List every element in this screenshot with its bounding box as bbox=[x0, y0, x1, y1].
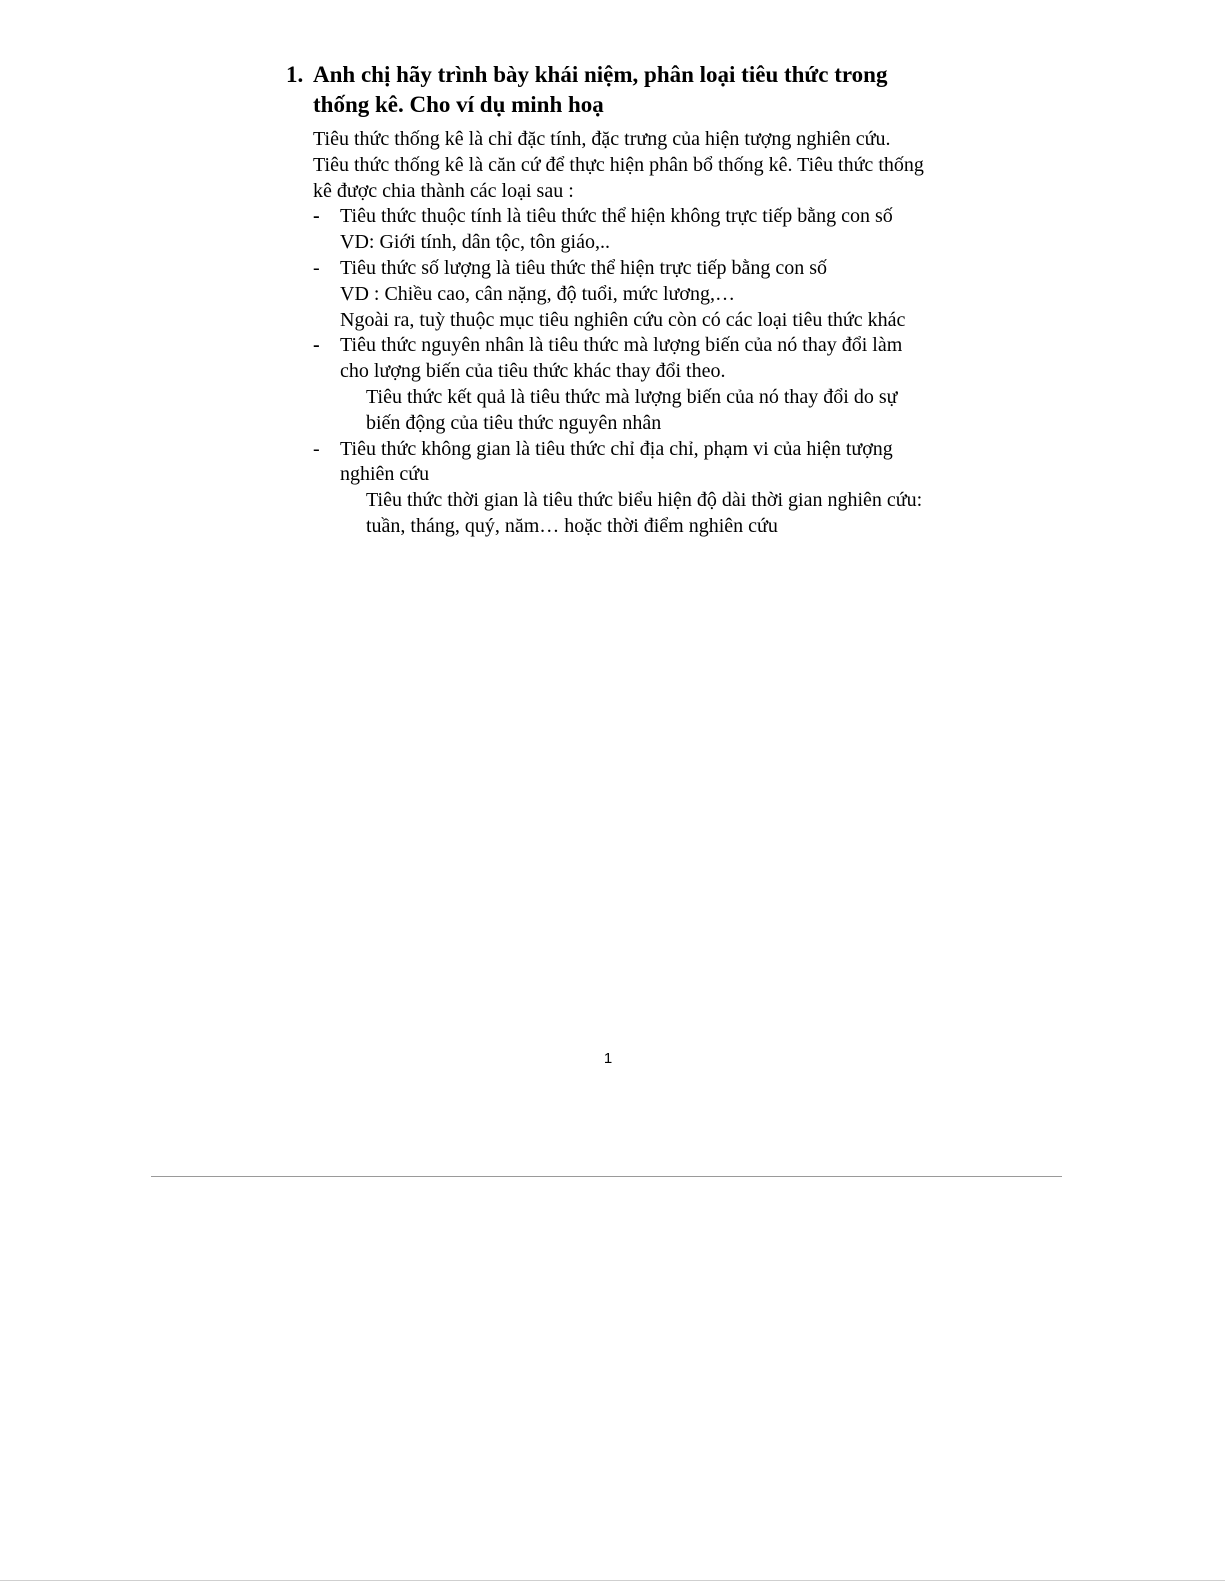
intro-line-2: Tiêu thức thống kê là căn cứ để thực hiện phân bổ thống kê. Tiêu thức thống bbox=[313, 153, 924, 176]
list-item-text: Tiêu thức số lượng là tiêu thức thể hiện trực tiếp bằng con số bbox=[340, 256, 828, 279]
bullet-dash: - bbox=[313, 205, 320, 228]
list-item-note: Ngoài ra, tuỳ thuộc mục tiêu nghiên cứu còn có các loại tiêu thức khác bbox=[340, 308, 906, 331]
sub-item-time-line-1: Tiêu thức thời gian là tiêu thức biểu hiện độ dài thời gian nghiên cứu: bbox=[366, 489, 923, 512]
sub-item-result-line-2: biến động của tiêu thức nguyên nhân bbox=[366, 411, 662, 434]
list-item-quantity bbox=[313, 256, 973, 333]
page-break-divider bbox=[151, 1176, 1062, 1177]
intro-line-3: kê được chia thành các loại sau : bbox=[313, 179, 574, 202]
intro-line-1: Tiêu thức thống kê là chỉ đặc tính, đặc trưng của hiện tượng nghiên cứu. bbox=[313, 128, 891, 150]
sub-item-time-line-2: tuần, tháng, quý, năm… hoặc thời điểm nghiên cứu bbox=[366, 514, 778, 537]
sub-item-result-line-1: Tiêu thức kết quả là tiêu thức mà lượng biến của nó thay đổi do sự bbox=[366, 385, 898, 408]
list-item-attribute bbox=[313, 204, 973, 256]
question-title-line-2: thống kê. Cho ví dụ minh hoạ bbox=[313, 92, 604, 117]
question-number: 1. bbox=[286, 62, 304, 87]
list-item-text: Tiêu thức không gian là tiêu thức chỉ địa chỉ, phạm vi của hiện tượng bbox=[340, 437, 893, 460]
list-item-cause bbox=[313, 333, 973, 385]
answer-body bbox=[313, 127, 973, 540]
question-heading bbox=[286, 60, 966, 120]
list-item-example: VD : Chiều cao, cân nặng, độ tuổi, mức lương,… bbox=[340, 282, 735, 305]
bullet-dash: - bbox=[313, 256, 320, 279]
bullet-dash: - bbox=[313, 437, 320, 460]
page-number: 1 bbox=[603, 1050, 613, 1067]
list-item-example: VD: Giới tính, dân tộc, tôn giáo,.. bbox=[340, 231, 610, 254]
list-item-space bbox=[313, 437, 973, 489]
question-title-line-1: Anh chị hãy trình bày khái niệm, phân loại tiêu thức trong bbox=[313, 62, 888, 87]
list-item-text-continued: cho lượng biến của tiêu thức khác thay đổi theo. bbox=[340, 360, 726, 383]
list-item-text-continued: nghiên cứu bbox=[340, 463, 430, 486]
page-bottom-edge bbox=[0, 1580, 1225, 1581]
list-item-text: Tiêu thức nguyên nhân là tiêu thức mà lượng biến của nó thay đổi làm bbox=[340, 334, 903, 357]
list-item-text: Tiêu thức thuộc tính là tiêu thức thể hiện không trực tiếp bằng con số bbox=[340, 205, 893, 228]
bullet-dash: - bbox=[313, 334, 320, 357]
